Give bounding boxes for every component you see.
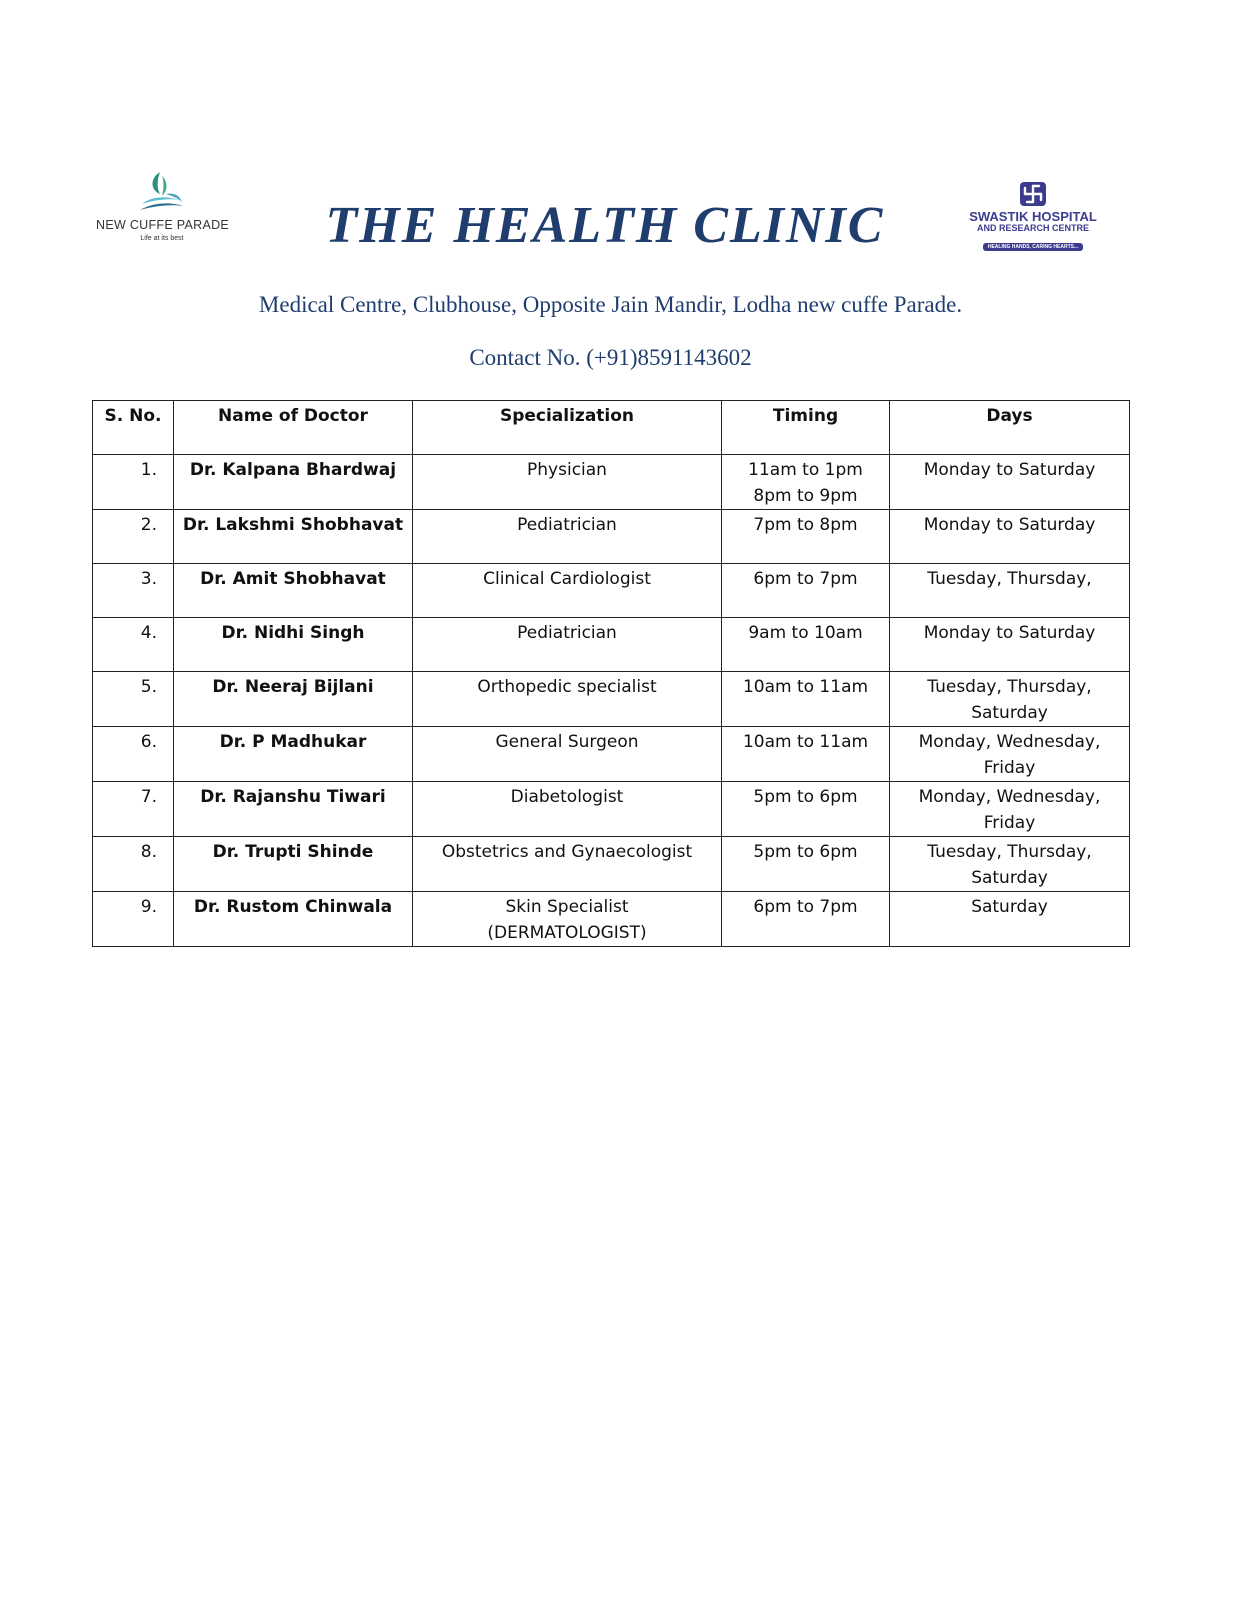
timing-cell [722, 837, 890, 892]
days-cell [890, 455, 1130, 510]
timing-line: 5pm to 6pm [753, 842, 858, 862]
specialization-line: Obstetrics and Gynaecologist [441, 842, 693, 862]
table-row [93, 892, 1130, 947]
days-line: Monday to Saturday [923, 515, 1096, 535]
days-line: Friday [983, 758, 1036, 778]
specialization-line: General Surgeon [495, 732, 639, 752]
timing-line: 6pm to 7pm [753, 569, 858, 589]
timing-line: 9am to 10am [748, 623, 863, 643]
days-line: Monday, Wednesday, [918, 787, 1101, 807]
swastik-hospital-logo [958, 180, 1108, 250]
column-header-doctor: Name of Doctor [174, 401, 413, 455]
doctor-name-cell: Dr. Neeraj Bijlani [174, 672, 413, 727]
specialization-cell [413, 455, 722, 510]
table-header-row [93, 401, 1130, 455]
days-line: Monday, Wednesday, [918, 732, 1101, 752]
table-row [93, 782, 1130, 837]
days-line: Saturday [971, 703, 1048, 723]
specialization-line: Physician [527, 460, 607, 480]
timing-line: 8pm to 9pm [753, 486, 858, 506]
doctor-name-cell: Dr. Lakshmi Shobhavat [174, 510, 413, 564]
specialization-cell [413, 564, 722, 618]
serial-number-cell: 5. [93, 672, 174, 727]
serial-number-cell: 7. [93, 782, 174, 837]
days-cell [890, 837, 1130, 892]
doctor-name-cell: Dr. Trupti Shinde [174, 837, 413, 892]
days-cell [890, 782, 1130, 837]
timing-cell [722, 618, 890, 672]
timing-line: 7pm to 8pm [753, 515, 858, 535]
specialization-line: Pediatrician [517, 515, 617, 535]
specialization-line: Pediatrician [517, 623, 617, 643]
doctor-name-cell: Dr. Rustom Chinwala [174, 892, 413, 947]
days-line: Tuesday, Thursday, [927, 569, 1092, 589]
table-row [93, 455, 1130, 510]
specialization-cell [413, 837, 722, 892]
hospital-tagline: HEALING HANDS, CARING HEARTS... [983, 243, 1083, 251]
table-row [93, 510, 1130, 564]
doctor-name-cell: Dr. P Madhukar [174, 727, 413, 782]
doctor-name-cell: Dr. Kalpana Bhardwaj [174, 455, 413, 510]
days-line: Monday to Saturday [923, 460, 1096, 480]
timing-cell [722, 892, 890, 947]
new-cuffe-parade-logo [96, 168, 228, 252]
timing-cell [722, 672, 890, 727]
days-line: Saturday [971, 897, 1048, 917]
leaf-swirl-logo-icon [136, 168, 188, 214]
specialization-line: (DERMATOLOGIST) [487, 923, 647, 943]
table-row [93, 837, 1130, 892]
timing-cell [722, 510, 890, 564]
serial-number-cell: 3. [93, 564, 174, 618]
timing-line: 5pm to 6pm [753, 787, 858, 807]
table-row [93, 564, 1130, 618]
column-header-sno: S. No. [93, 401, 174, 455]
serial-number-cell: 4. [93, 618, 174, 672]
table-row [93, 727, 1130, 782]
specialization-cell [413, 672, 722, 727]
specialization-cell [413, 727, 722, 782]
specialization-cell [413, 618, 722, 672]
timing-cell [722, 455, 890, 510]
timing-line: 10am to 11am [742, 677, 869, 697]
logo-brand-name: NEW CUFFE PARADE [96, 218, 230, 232]
days-line: Tuesday, Thursday, [927, 842, 1092, 862]
timing-cell [722, 727, 890, 782]
hospital-subtitle: AND RESEARCH CENTRE [976, 223, 1089, 233]
logo-tagline: Life at its best [140, 235, 184, 242]
serial-number-cell: 1. [93, 455, 174, 510]
timing-line: 11am to 1pm [748, 460, 863, 480]
column-header-days: Days [890, 401, 1130, 455]
page-title: THE HEALTH CLINIC [325, 197, 885, 254]
days-cell [890, 618, 1130, 672]
doctor-name-cell: Dr. Rajanshu Tiwari [174, 782, 413, 837]
swastik-emblem-icon [1018, 180, 1048, 208]
days-line: Saturday [971, 868, 1048, 888]
specialization-cell [413, 892, 722, 947]
clinic-address: Medical Centre, Clubhouse, Opposite Jain Mandir, Lodha new cuffe Parade. [258, 292, 963, 317]
days-line: Friday [983, 813, 1036, 833]
doctor-name-cell: Dr. Nidhi Singh [174, 618, 413, 672]
hospital-name: SWASTIK HOSPITAL [969, 209, 1097, 224]
days-line: Monday to Saturday [923, 623, 1096, 643]
specialization-line: Diabetologist [510, 787, 624, 807]
table-body [93, 455, 1130, 947]
days-cell [890, 510, 1130, 564]
serial-number-cell: 6. [93, 727, 174, 782]
days-cell [890, 672, 1130, 727]
serial-number-cell: 2. [93, 510, 174, 564]
column-header-specialization: Specialization [413, 401, 722, 455]
days-cell [890, 727, 1130, 782]
doctor-name-cell: Dr. Amit Shobhavat [174, 564, 413, 618]
specialization-line: Orthopedic specialist [477, 677, 657, 697]
specialization-line: Clinical Cardiologist [483, 569, 651, 589]
table-row [93, 618, 1130, 672]
column-header-timing: Timing [722, 401, 890, 455]
timing-cell [722, 564, 890, 618]
days-cell [890, 892, 1130, 947]
specialization-cell [413, 510, 722, 564]
serial-number-cell: 8. [93, 837, 174, 892]
serial-number-cell: 9. [93, 892, 174, 947]
specialization-cell [413, 782, 722, 837]
doctor-schedule-table [92, 400, 1130, 947]
days-line: Tuesday, Thursday, [927, 677, 1092, 697]
timing-cell [722, 782, 890, 837]
timing-line: 10am to 11am [742, 732, 869, 752]
timing-line: 6pm to 7pm [753, 897, 858, 917]
table-row [93, 672, 1130, 727]
days-cell [890, 564, 1130, 618]
specialization-line: Skin Specialist [505, 897, 629, 917]
clinic-contact: Contact No. (+91)8591143602 [469, 345, 752, 370]
